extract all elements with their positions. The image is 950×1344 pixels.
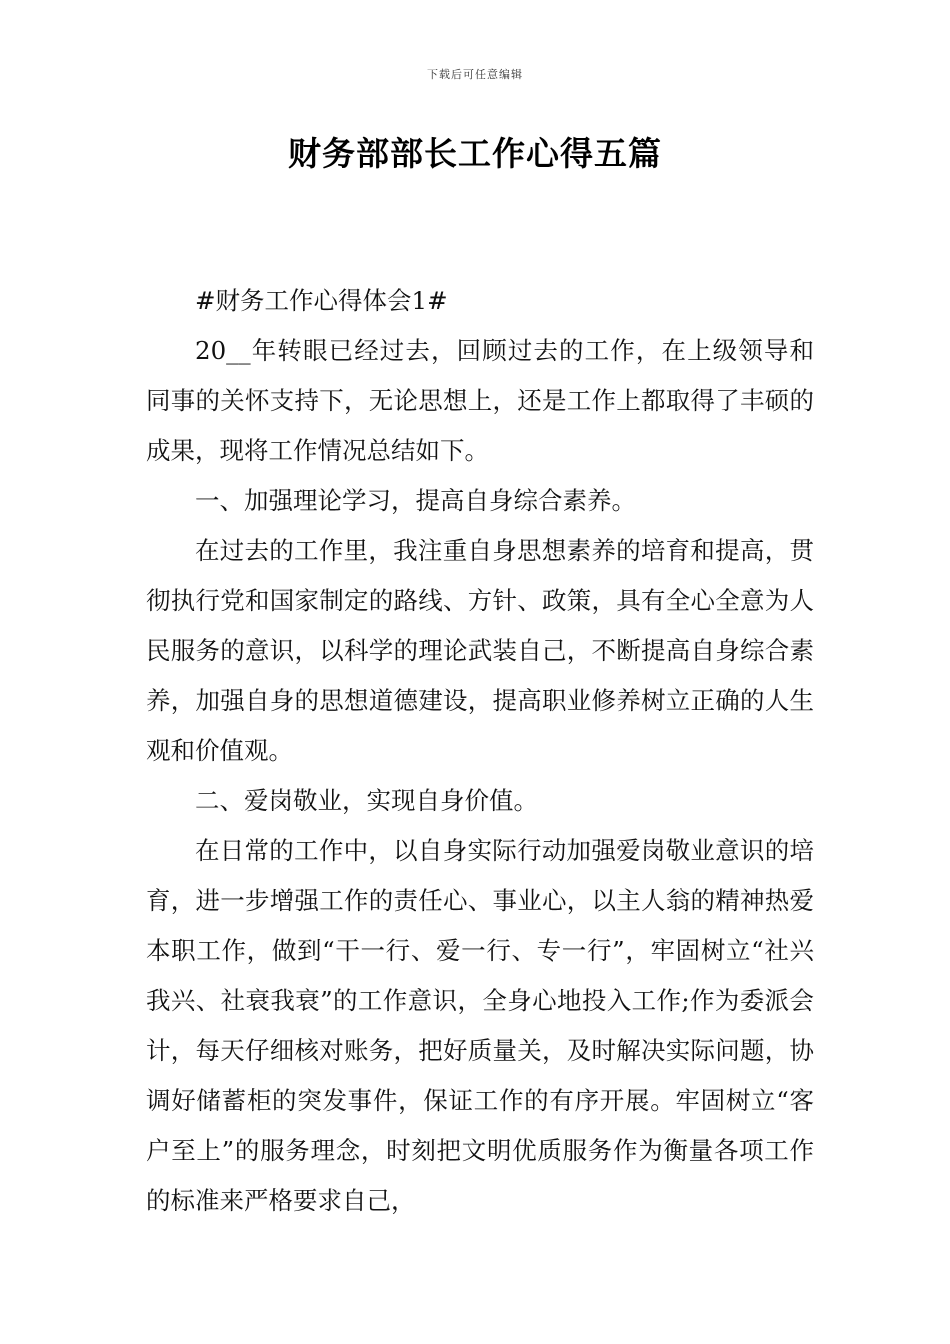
document-title: 财务部部长工作心得五篇 [288, 134, 662, 173]
paragraph-heading-one: 一、加强理论学习，提高自身综合素养。 [195, 486, 636, 515]
paragraph-section-heading: #财务工作心得体会1# [195, 286, 448, 315]
paragraph-theory-study: 在过去的工作里，我注重自身思想素养的培育和提高，贯彻执行党和国家制定的路线、方针、政策，具有全心全意为人民服务的意识，以科学的理论武装自己，不断提高自身综合素养，加强自身的思想道德建设，提高职业修养树立正确的人生观和价值观。 [146, 536, 814, 765]
paragraph-dedication: 在日常的工作中，以自身实际行动加强爱岗敬业意识的培育，进一步增强工作的责任心、事业心，以主人翁的精神热爱本职工作，做到“干一行、爱一行、专一行”，牢固树立“社兴我兴、社衰我衰”的工作意识，全身心地投入工作;作为委派会计，每天仔细核对账务，把好质量关，及时解决实际问题，协调好储蓄柜的突发事件，保证工作的有序开展。牢固树立“客户至上”的服务理念，时刻把文明优质服务作为衡量各项工作的标准来严格要求自己， [146, 836, 814, 1215]
document-body [146, 276, 814, 1226]
paragraph-heading-two: 二、爱岗敬业，实现自身价值。 [195, 786, 538, 815]
header-note: 下载后可任意编辑 [427, 68, 523, 81]
paragraph-intro: 20__年转眼已经过去，回顾过去的工作，在上级领导和同事的关怀支持下，无论思想上，还是工作上都取得了丰硕的成果，现将工作情况总结如下。 [146, 336, 814, 465]
